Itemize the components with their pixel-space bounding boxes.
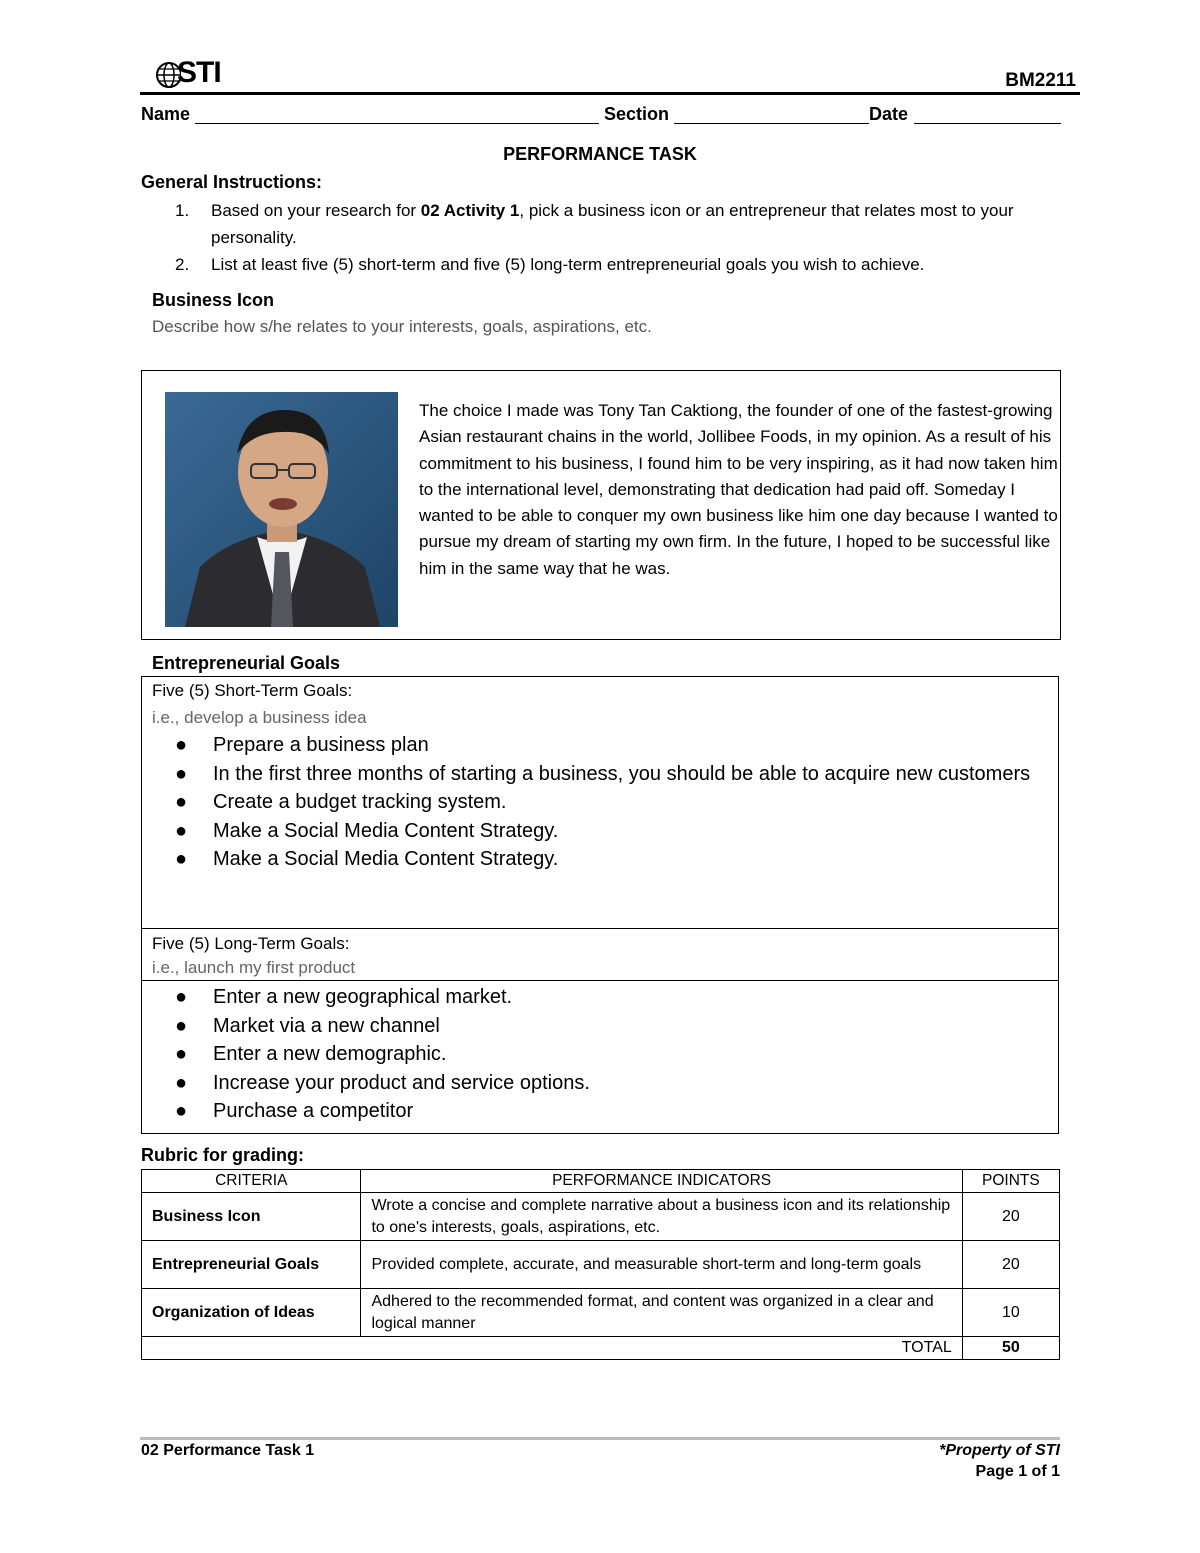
indicator-cell: Wrote a concise and complete narrative about a business icon and its relationship to one's interests, goals, aspirations, etc.	[361, 1193, 962, 1241]
table-row	[142, 1289, 1060, 1337]
criteria-cell: Organization of Ideas	[142, 1289, 361, 1337]
list-item: ● Increase your product and service options.	[175, 1069, 1035, 1098]
instruction-item	[175, 197, 1065, 251]
portrait-image	[165, 392, 398, 627]
bullet-icon: ●	[175, 1071, 188, 1094]
short-term-goals-list	[175, 731, 1035, 874]
general-instructions-heading: General Instructions:	[141, 172, 323, 192]
instruction-text: Based on your research for 02 Activity 1, pick a business icon or an entrepreneur that relates most to your personality.	[211, 201, 1014, 247]
instruction-text: List at least five (5) short-term and five (5) long-term entrepreneurial goals you wish to achieve.	[211, 255, 925, 274]
instruction-number: 2.	[175, 255, 190, 274]
goals-divider	[141, 980, 1059, 981]
column-header: POINTS	[962, 1170, 1059, 1193]
business-icon-narrative: The choice I made was Tony Tan Caktiong, the founder of one of the fastest-growing Asian restaurant chains in the world, Jollibee Foods, in my opinion. As a result of his commitment to his business, I found him to be very inspiring, as it had now taken him to the international level, demonstrating that dedication had paid off. Someday I wanted to be able to conquer my own business like him one day because I wanted to pursue my dream of starting my own firm. In the future, I hoped to be successful like him in the same way that he was.	[419, 401, 1058, 578]
list-item: ● Make a Social Media Content Strategy.	[175, 845, 1035, 874]
bullet-icon: ●	[175, 1043, 188, 1065]
points-cell: 20	[962, 1193, 1059, 1241]
bullet-icon: ●	[175, 791, 188, 813]
business-icon-photo	[165, 392, 398, 627]
business-icon-subheading: Describe how s/he relates to your interests, goals, aspirations, etc.	[152, 317, 652, 336]
column-header: PERFORMANCE INDICATORS	[361, 1170, 962, 1193]
criteria-cell: Entrepreneurial Goals	[142, 1241, 361, 1289]
points-cell: 20	[962, 1241, 1059, 1289]
name-label: Name	[141, 104, 191, 124]
list-item: ● Enter a new demographic.	[175, 1040, 1035, 1069]
bullet-icon: ●	[175, 1014, 188, 1037]
bullet-icon: ●	[175, 848, 188, 870]
goals-divider	[141, 928, 1059, 929]
name-field[interactable]	[195, 123, 599, 124]
list-item: ● Create a budget tracking system.	[175, 788, 1035, 817]
table-header-row	[142, 1170, 1060, 1193]
footer-document-title: 02 Performance Task 1	[141, 1442, 315, 1459]
short-term-label: Five (5) Short-Term Goals:	[152, 681, 353, 700]
indicator-cell: Provided complete, accurate, and measurable short-term and long-term goals	[361, 1241, 962, 1289]
bullet-icon: ●	[175, 819, 188, 842]
page-title: PERFORMANCE TASK	[503, 144, 697, 164]
long-term-hint: i.e., launch my first product	[152, 958, 356, 977]
sti-logo	[155, 58, 237, 92]
list-item: ● Enter a new geographical market.	[175, 983, 1035, 1012]
list-item: ● Market via a new channel	[175, 1012, 1035, 1041]
long-term-goals-list	[175, 983, 1035, 1126]
instruction-number: 1.	[175, 201, 190, 220]
indicator-cell: Adhered to the recommended format, and content was organized in a clear and logical manner	[361, 1289, 962, 1337]
total-points: 50	[962, 1337, 1059, 1360]
list-item: ● Purchase a competitor	[175, 1097, 1035, 1126]
table-row	[142, 1193, 1060, 1241]
rubric-heading: Rubric for grading:	[141, 1145, 304, 1165]
table-row	[142, 1241, 1060, 1289]
business-icon-heading: Business Icon	[152, 290, 275, 310]
bullet-icon: ●	[175, 734, 188, 756]
bullet-icon: ●	[175, 1100, 188, 1122]
bullet-icon: ●	[175, 762, 188, 785]
list-item: ● Make a Social Media Content Strategy.	[175, 817, 1035, 846]
bullet-icon: ●	[175, 986, 188, 1008]
list-item: ● Prepare a business plan	[175, 731, 1035, 760]
section-field[interactable]	[674, 123, 869, 124]
points-cell: 10	[962, 1289, 1059, 1337]
column-header: CRITERIA	[142, 1170, 361, 1193]
long-term-label: Five (5) Long-Term Goals:	[152, 934, 350, 953]
footer-property: *Property of STI	[939, 1442, 1060, 1459]
rubric-table	[141, 1169, 1060, 1360]
footer-rule	[140, 1437, 1060, 1440]
total-row	[142, 1337, 1060, 1360]
short-term-hint: i.e., develop a business idea	[152, 708, 367, 727]
header-rule	[140, 92, 1080, 95]
list-item: ● In the first three months of starting a business, you should be able to acquire new customers	[175, 760, 1035, 789]
instruction-item	[175, 251, 1065, 278]
date-field[interactable]	[914, 123, 1061, 124]
name-section-date-row	[141, 104, 1061, 130]
course-code: BM2211	[1005, 70, 1076, 91]
date-label: Date	[869, 104, 909, 124]
logo-text: STI	[177, 56, 221, 89]
section-label: Section	[604, 104, 670, 124]
footer-page-number: Page 1 of 1	[975, 1463, 1060, 1480]
criteria-cell: Business Icon	[142, 1193, 361, 1241]
total-label: TOTAL	[142, 1337, 963, 1360]
entrepreneurial-goals-heading: Entrepreneurial Goals	[152, 653, 341, 673]
